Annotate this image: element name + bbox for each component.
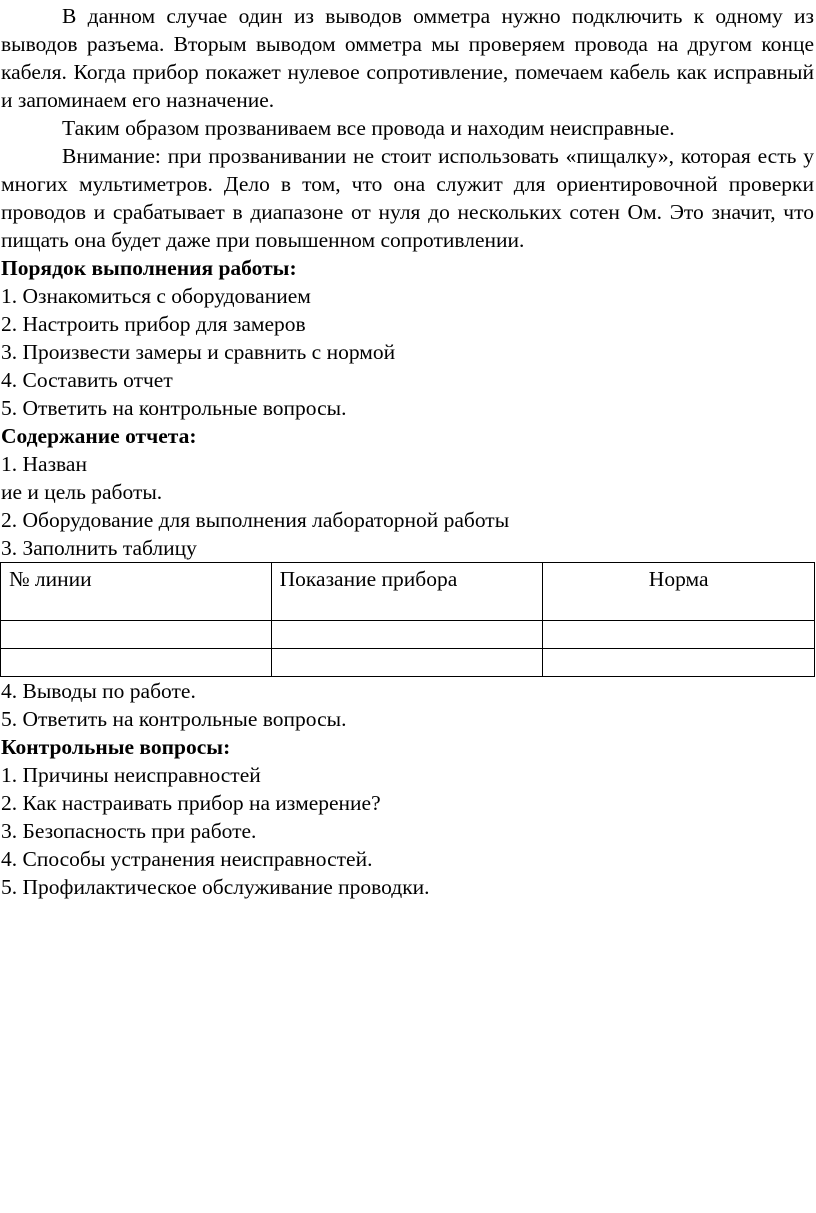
list-item: 4. Выводы по работе. (1, 679, 196, 703)
list-item: 1. Причины неисправностей (1, 763, 261, 787)
table-cell (1, 649, 272, 677)
table-cell (271, 621, 543, 649)
table-row (1, 621, 815, 649)
list-item: 1. Ознакомиться с оборудованием (1, 284, 311, 308)
list-item: 4. Способы устранения неисправностей. (1, 847, 373, 871)
list-item: 5. Профилактическое обслуживание проводки. (1, 875, 430, 899)
procedure-section (1, 254, 814, 422)
list-item: 3. Безопасность при работе. (1, 819, 257, 843)
table-row (1, 649, 815, 677)
table-header-cell: № линии (1, 563, 272, 621)
questions-heading: Контрольные вопросы: (1, 735, 231, 759)
list-item: 3. Произвести замеры и сравнить с нормой (1, 340, 396, 364)
intro-paragraph: Таким образом прозваниваем все провода и находим неисправные. (62, 116, 675, 140)
table-cell (271, 649, 543, 677)
report-section (1, 422, 814, 733)
list-item: 4. Составить отчет (1, 368, 173, 392)
list-item: 3. Заполнить таблицу (1, 536, 197, 560)
report-heading: Содержание отчета: (1, 424, 197, 448)
table-header-cell: Показание прибора (271, 563, 543, 621)
list-item: 2. Настроить прибор для замеров (1, 312, 306, 336)
document-page (1, 2, 814, 901)
table-cell (543, 649, 815, 677)
warning-paragraph: Внимание: при прозванивании не стоит использовать «пищалку», которая есть у многих мультиметров. Дело в том, что она служит для ориентировочной проверки проводов и срабатывает в диапазоне от нуля до нескольких сотен Ом. Это значит, что пищать она будет даже при повышенном сопротивлении. (1, 144, 814, 252)
procedure-heading: Порядок выполнения работы: (1, 256, 297, 280)
measurement-table (0, 562, 815, 677)
table-cell (1, 621, 272, 649)
list-item: 2. Оборудование для выполнения лабораторной работы (1, 508, 510, 532)
intro-section (1, 2, 814, 254)
list-item: 2. Как настраивать прибор на измерение? (1, 791, 381, 815)
table-header-row (1, 563, 815, 621)
table-header-cell: Норма (543, 563, 815, 621)
list-item: ие и цель работы. (1, 480, 163, 504)
table-cell (543, 621, 815, 649)
intro-paragraph: В данном случае один из выводов омметра нужно подключить к одному из выводов разъема. Вторым выводом омметра мы проверяем провода на другом конце кабеля. Когда прибор покажет нулевое сопротивление, помечаем кабель как исправный и запоминаем его назначение. (1, 4, 814, 112)
list-item: 5. Ответить на контрольные вопросы. (1, 707, 347, 731)
list-item: 1. Назван (1, 452, 87, 476)
list-item: 5. Ответить на контрольные вопросы. (1, 396, 347, 420)
questions-section (1, 733, 814, 901)
